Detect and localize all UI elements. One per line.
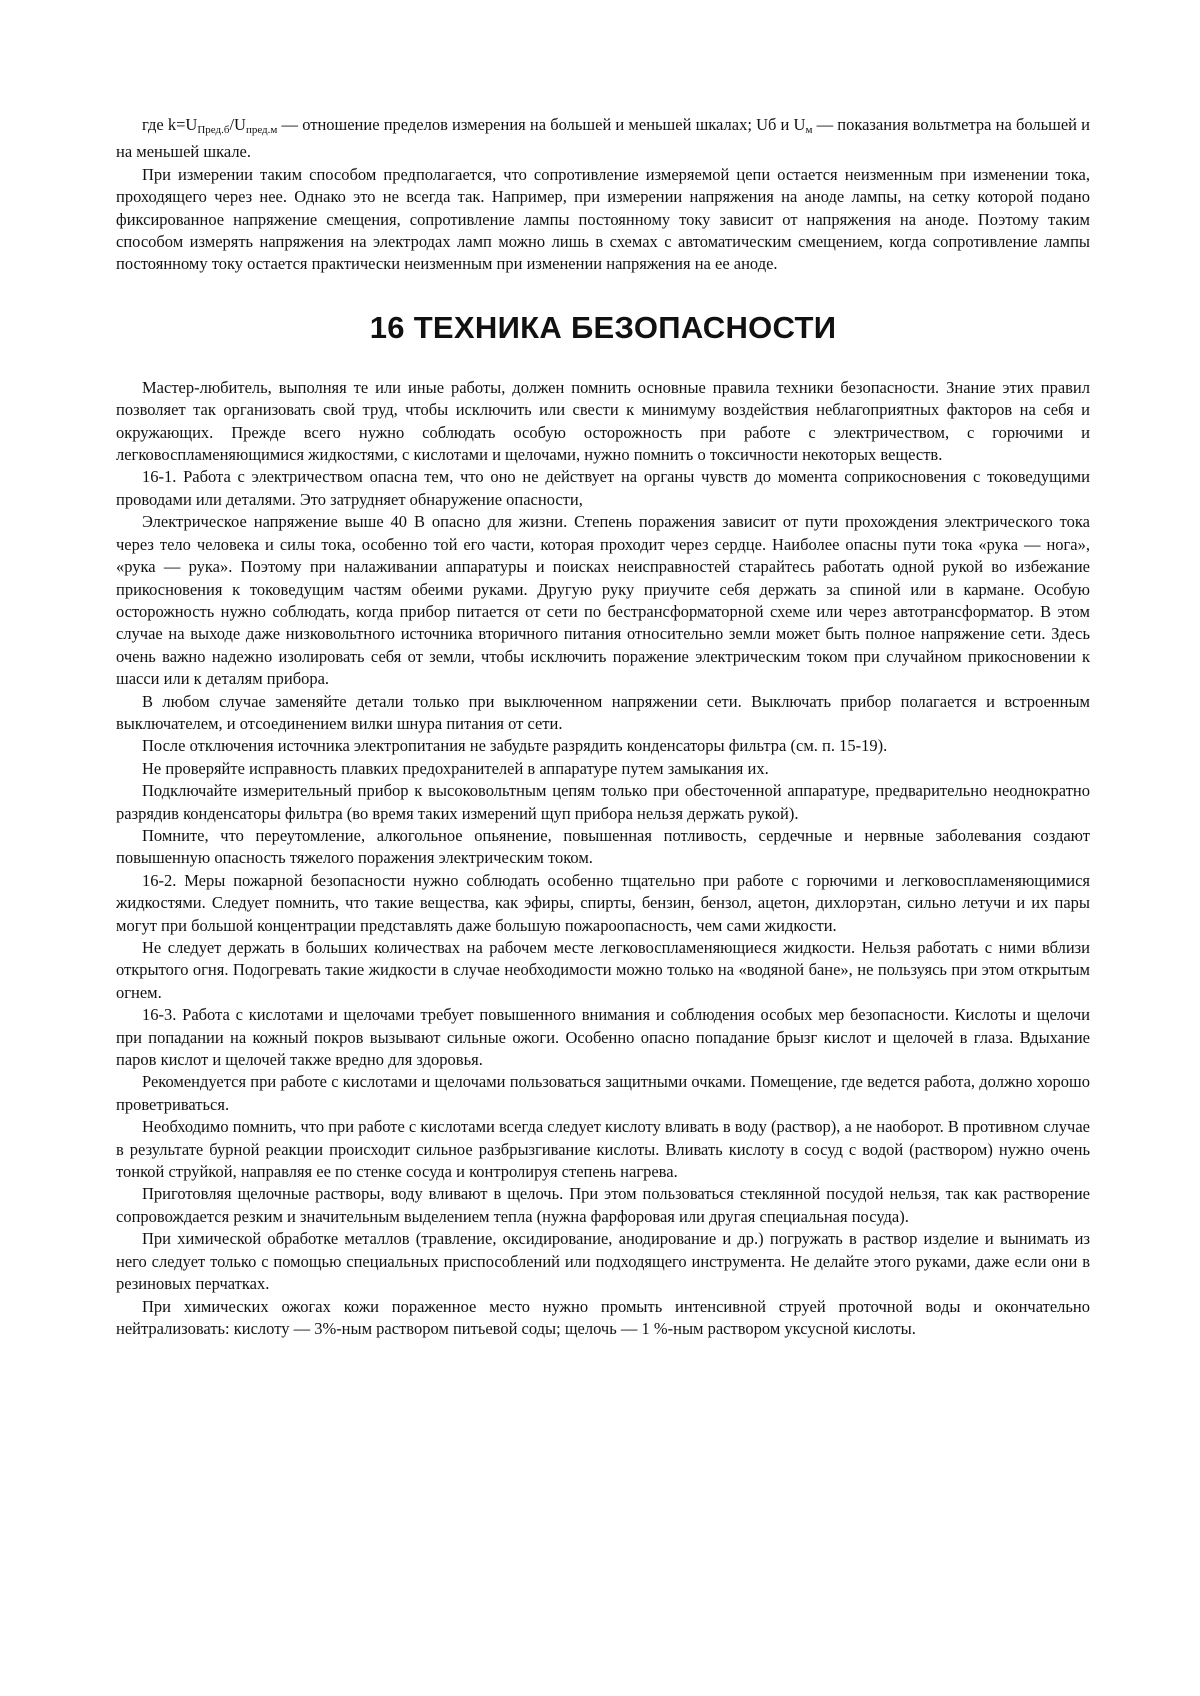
- paragraph-acid-into-water: Необходимо помнить, что при работе с кислотами всегда следует кислоту вливать в воду (раствор), а не наоборот. В противном случае в результате бурной реакции происходит сильное разбрызгивание кислоты. Вливать кислоту в сосуд с водой (раствором) нужно очень тонкой струйкой, направляя ее по стенке сосуда и контролируя степень нагрева.: [116, 1117, 1090, 1182]
- paragraph-voltage-danger: Электрическое напряжение выше 40 В опасно для жизни. Степень поражения зависит от пути прохождения электрического тока через тело человека и силы тока, особенно той его части, которая проходит через сердце. Наиболее опасны пути тока «рука — нога», «рука — рука». Поэтому при налаживании аппаратуры и поисках неисправностей старайтесь работать одной рукой во избежание прикосновения к токоведущим частям обеими руками. Другую руку приучите себя держать за спиной или в кармане. Особую осторожность нужно соблюдать, когда прибор питается от сети по бестрансформаторной схеме или через автотрансформатор. В этом случае на выходе даже низковольтного источника вторичного питания относительно земли может быть полное напряжение сети. Здесь очень важно надежно изолировать себя от земли, чтобы исключить поражение электрическим током при случайном прикосновении к шасси или к деталям прибора.: [116, 512, 1090, 689]
- paragraph-alkaline-solutions: Приготовляя щелочные растворы, воду вливают в щелочь. При этом пользоваться стеклянной посудой нельзя, так как растворение сопровождается резким и значительным выделением тепла (нужна фарфоровая или другая специальная посуда).: [116, 1184, 1090, 1226]
- paragraph-goggles: Рекомендуется при работе с кислотами и щелочами пользоваться защитными очками. Помещение, где ведется работа, должно хорошо проветриваться.: [116, 1072, 1090, 1114]
- paragraph-high-voltage-measure: Подключайте измерительный прибор к высоковольтным цепям только при обесточенной аппаратуре, предварительно неоднократно разрядив конденсаторы фильтра (во время таких измерений щуп прибора нельзя держать рукой).: [116, 781, 1090, 823]
- formula-subscript-m: м: [805, 124, 813, 136]
- paragraph-chemical-processing: При химической обработке металлов (травление, оксидирование, анодирование и др.) погружать в раствор изделие и вынимать из него следует только с помощью специальных приспособлений или подходящего инструмента. Не делайте этого руками, даже если они в резиновых перчатках.: [116, 1229, 1090, 1294]
- formula-slash: /U: [229, 115, 246, 134]
- intro-paragraph: При измерении таким способом предполагается, что сопротивление измеряемой цепи остается неизменным при изменении тока, проходящего через нее. Однако это не всегда так. Например, при измерении напряжения на аноде лампы, на сетку которой подано фиксированное напряжение смещения, сопротивление лампы постоянному току зависит от напряжения на аноде. Поэтому таким способом измерять напряжения на электродах ламп можно лишь в схемах с автоматическим смещением, когда сопротивление лампы постоянному току остается практически неизменным при изменении напряжения на ее аноде.: [116, 164, 1090, 274]
- paragraph-risk-factors: Помните, что переутомление, алкогольное опьянение, повышенная потливость, сердечные и нервные заболевания создают повышенную опасность тяжелого поражения электрическим током.: [116, 825, 1090, 868]
- paragraph-replace-parts: В любом случае заменяйте детали только при выключенном напряжении сети. Выключать прибор полагается и встроенным выключателем, и отсоединением вилки шнура питания от сети.: [116, 691, 1090, 733]
- paragraph-16-2: 16-2. Меры пожарной безопасности нужно соблюдать особенно тщательно при работе с горючими и легковоспламеняющимися жидкостями. Следует помнить, что такие вещества, как эфиры, спирты, бензин, бензол, ацетон, дихлорэтан, сильно летучи и их пары могут при большой концентрации представлять даже большую пожароопасность, чем сами жидкости.: [116, 870, 1090, 935]
- formula-tail: — показания вольтметра на большей и на меньшей шкале.: [116, 115, 1090, 162]
- paragraph-intro-safety: Мастер-любитель, выполняя те или иные работы, должен помнить основные правила техники безопасности. Знание этих правил позволяет так организовать свой труд, чтобы исключить или свести к минимуму воздействия неблагоприятных факторов на себя и окружающих. Прежде всего нужно соблюдать особую осторожность при работе с электричеством, с горючими и легковоспламеняющимися жидкостями, с кислотами и щелочами, нужно помнить о токсичности некоторых веществ.: [116, 377, 1090, 465]
- paragraph-flammable-storage: Не следует держать в больших количествах на рабочем месте легковоспламеняющиеся жидкости. Нельзя работать с ними вблизи открытого огня. Подогревать такие жидкости в случае необходимости можно только на «водяной бане», не пользуясь при этом открытым огнем.: [116, 938, 1090, 1002]
- formula-description: — отношение пределов измерения на большей и меньшей шкалах; Uб и U: [277, 115, 806, 134]
- formula-subscript-lower: пред.м: [245, 124, 278, 136]
- paragraph-fuses: Не проверяйте исправность плавких предохранителей в аппаратуре путем замыкания их.: [142, 758, 769, 778]
- formula-paragraph: [116, 114, 1090, 164]
- formula-prefix: где k=U: [142, 115, 198, 134]
- document-page: [116, 114, 1090, 1340]
- paragraph-16-3: 16-3. Работа с кислотами и щелочами требует повышенного внимания и соблюдения особых мер безопасности. Кислоты и щелочи при попадании на кожный покров вызывают сильные ожоги. Особенно опасно попадание брызг кислот и щелочей в глаза. Вдыхание паров кислот и щелочей также вредно для здоровья.: [116, 1005, 1090, 1070]
- paragraph-discharge-capacitors: После отключения источника электропитания не забудьте разрядить конденсаторы фильтра (см. п. 15-19).: [142, 736, 888, 756]
- formula-subscript-upper: Пред.б: [197, 124, 230, 136]
- paragraph-16-1: 16-1. Работа с электричеством опасна тем, что оно не действует на органы чувств до момента соприкосновения с токоведущими проводами или деталями. Это затрудняет обнаружение опасности,: [116, 467, 1090, 509]
- section-heading: 16 ТЕХНИКА БЕЗОПАСНОСТИ: [369, 309, 837, 345]
- paragraph-chemical-burns: При химических ожогах кожи пораженное место нужно промыть интенсивной струей проточной воды и окончательно нейтрализовать: кислоту — 3%-ным раствором питьевой соды; щелочь — 1 %-ным раствором уксусной кислоты.: [116, 1296, 1090, 1338]
